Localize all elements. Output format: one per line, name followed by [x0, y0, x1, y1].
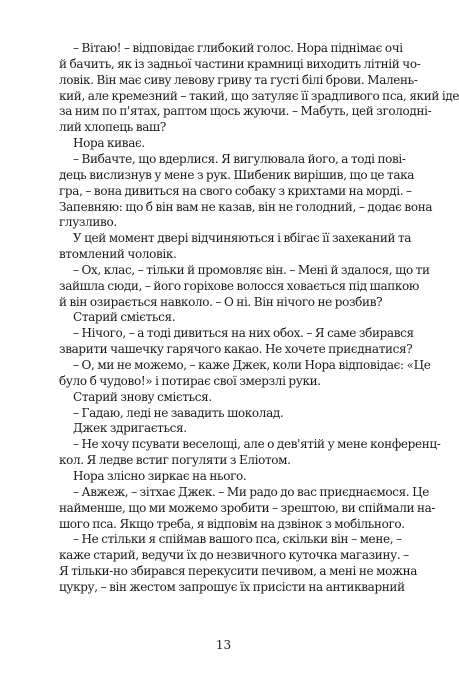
text-line: – Авжеж, – зітхає Джек. – Ми радо до вас приєднаємося. Це: [73, 484, 429, 499]
text-line: У цей момент двері відчиняються і вбігає її захеканий та: [73, 231, 412, 246]
text-line: цукру, – він жестом запрошує їх присісти на антикварний: [59, 579, 405, 594]
text-line: й він озирається навколо. – О ні. Він нічого не розбив?: [59, 294, 383, 309]
text-line: – Не хочу псувати веселощі, але о дев'ятій у мене конференц-: [73, 437, 441, 452]
text-line: за ним по п'ятах, раптом щось жуючи. – Мабуть, цей зголодні-: [59, 104, 432, 119]
text-line: Я тільки-но збирався перекусити печивом, а мені не можна: [59, 564, 418, 578]
text-line: Нора киває.: [73, 136, 145, 151]
text-line: Нора злісно зиркає на нього.: [73, 468, 247, 483]
text-line: шого пса. Якщо треба, я відповім на дзвінок з мобільного.: [59, 516, 405, 531]
text-line: Запевняю: що б він вам не казав, він не голодний, – додає вона: [59, 199, 433, 214]
text-line: Старий знову сміється.: [73, 389, 212, 404]
text-line: глузливо.: [59, 215, 117, 230]
text-line: – Гадаю, леді не завадить шоколад.: [73, 405, 284, 420]
text-line: Старий сміється.: [73, 310, 176, 325]
text-line: лий хлопець ваш?: [59, 120, 166, 135]
text-line: гра, – вона дивиться на свого собаку з крихтами на морді. –: [59, 183, 412, 198]
text-line: й бачить, як із задньої частини крамниці виходить літній чо-: [59, 56, 421, 71]
text-line: дець вислизнув у мене з рук. Шибеник вирішив, що це така: [59, 167, 415, 182]
text-line: – Не стільки я спіймав вашого пса, скільки він – мене, –: [73, 532, 402, 547]
text-line: зайшла сюди, – його горіхове волосся ховається під шапкою: [59, 278, 420, 293]
text-line: – Нічого, – а тоді дивиться на них обох. – Я саме збирався: [73, 326, 414, 341]
text-line: втомлений чоловік.: [59, 247, 177, 261]
text-line: – О, ми не можемо, – каже Джек, коли Нора відповідає: «Це: [73, 358, 431, 372]
text-line: Джек здригається.: [73, 421, 187, 436]
text-line: каже старий, ведучи їх до незвичного куточка магазину. –: [59, 548, 409, 563]
text-line: було б чудово!» і потирає свої змерзлі руки.: [59, 373, 321, 388]
page-number: 13: [215, 638, 232, 652]
text-line: – Вибачте, що вдерлися. Я вигулювала його, а тоді пові-: [73, 151, 406, 166]
text-line: ловік. Він має сиву левову гриву та густі білі брови. Малень-: [59, 72, 418, 87]
text-line: найменше, що ми можемо зробити – зрештою, ви спіймали на-: [59, 500, 436, 515]
text-line: зварити чашечку гарячого какао. Не хочете приєднатися?: [59, 342, 413, 357]
text-line: кий, але кремезний – такий, що затуляє її зрадливого пса, який іде: [59, 88, 459, 103]
text-line: – Ох, клас, – тільки й промовляє він. – Мені й здалося, що ти: [73, 262, 430, 277]
text-line: – Вітаю! – відповідає глибокий голос. Нора піднімає очі: [73, 41, 403, 55]
text-line: кол. Я ледве встиг погуляти з Еліотом.: [59, 453, 291, 468]
